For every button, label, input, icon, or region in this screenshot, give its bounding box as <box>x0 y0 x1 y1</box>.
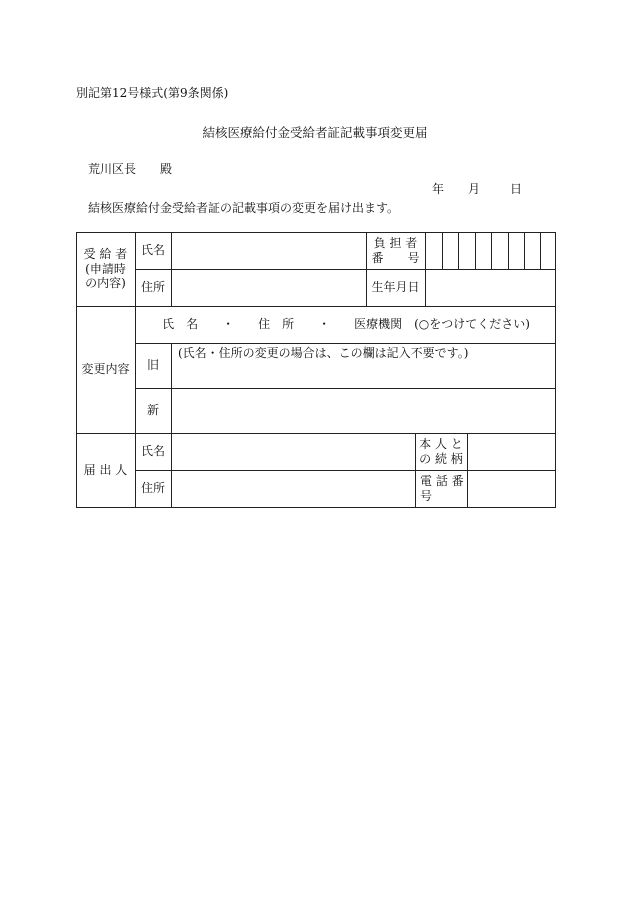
old-value-note: (氏名・住所の変更の場合は、この欄は記入不要です。) <box>178 346 469 360</box>
relationship-field[interactable] <box>468 434 555 470</box>
recipient-name-field[interactable] <box>172 233 366 269</box>
submitter-section-label: 届 出 人 <box>83 463 128 478</box>
date-day: 日 <box>510 182 523 196</box>
old-value-field[interactable] <box>172 362 555 388</box>
relationship-label: 本 人 と の 続 柄 <box>419 437 463 466</box>
burden-number-label: 負 担 者 番 号 <box>371 236 420 265</box>
recipient-address-label: 住所 <box>141 280 166 295</box>
submitter-name-field[interactable] <box>172 434 415 470</box>
date-year: 年 <box>432 182 445 196</box>
new-value-field[interactable] <box>172 389 555 433</box>
submitter-address-label: 住所 <box>141 481 166 496</box>
submitter-address-field[interactable] <box>172 471 415 507</box>
birthdate-label: 生年月日 <box>371 280 420 295</box>
recipient-address-field[interactable] <box>172 270 366 306</box>
phone-field[interactable] <box>468 471 555 507</box>
phone-label: 電 話 番 号 <box>420 474 464 503</box>
change-form-table <box>76 232 556 508</box>
new-value-label: 新 <box>146 403 159 418</box>
statement: 結核医療給付金受給者証の記載事項の変更を届け出ます。 <box>88 201 400 215</box>
date-row <box>432 180 522 197</box>
form-number-label: 別記第12号様式(第9条関係) <box>76 86 229 100</box>
burden-number-field[interactable] <box>426 233 555 269</box>
date-month: 月 <box>468 182 481 196</box>
addressee: 荒川区長 殿 <box>88 162 173 176</box>
document-title: 結核医療給付金受給者証記載事項変更届 <box>202 125 428 140</box>
recipient-name-label: 氏名 <box>141 243 166 258</box>
recipient-section-label: 受 給 者 (申請時 の内容) <box>83 247 128 291</box>
birthdate-field[interactable] <box>426 270 555 306</box>
change-options[interactable]: 氏 名 ・ 住 所 ・ 医療機関 (○をつけてください) <box>162 317 530 332</box>
submitter-name-label: 氏名 <box>141 444 166 459</box>
change-section-label: 変更内容 <box>81 362 130 377</box>
old-value-label: 旧 <box>146 358 159 373</box>
